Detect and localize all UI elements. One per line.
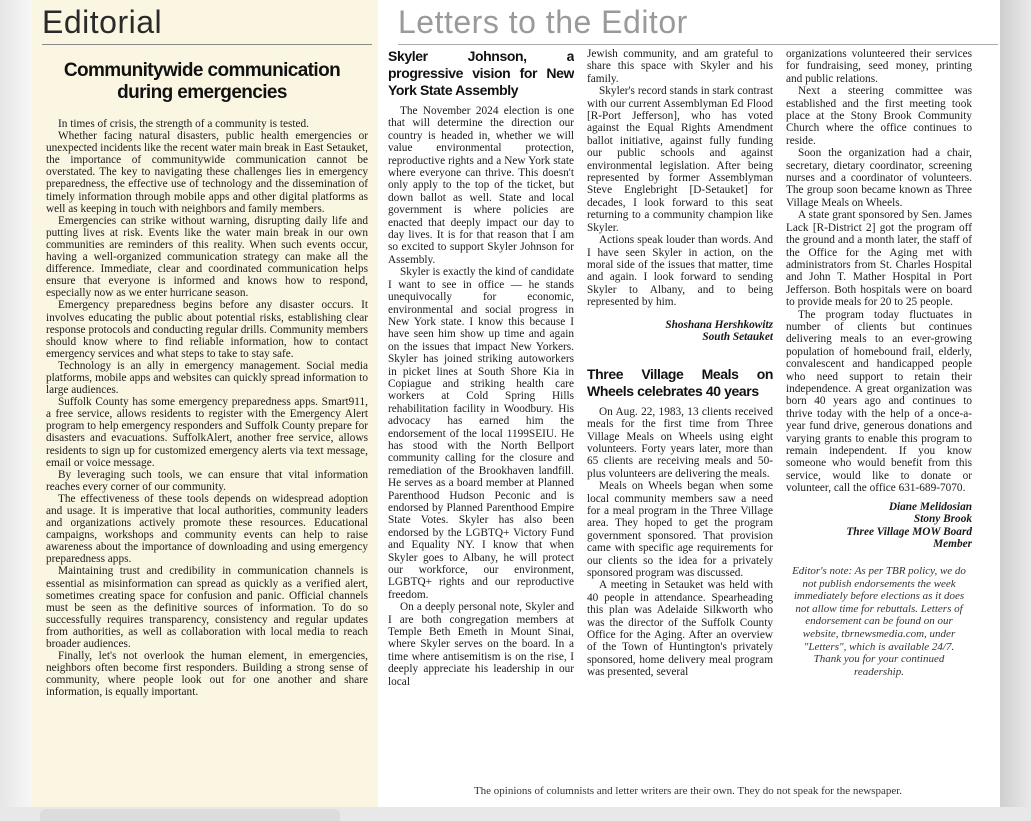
editors-note: Editor's note: As per TBR policy, we do not publish endorsements the week immediately before elections as it does not allow time for rebuttals. Letters of endorsement can be found on our website, tbrnewsmedia.com, under "Letters", which is available 24/7. Thank you for your continued readership. — [792, 565, 966, 678]
editorial-section-header: Editorial — [42, 4, 163, 40]
letter1-location: South Setauket — [702, 331, 773, 344]
editorial-body — [46, 118, 368, 699]
letter1-paragraph: The November 2024 election is one that will determine the direction our country is headed in, whether we will value environmental protection, reproductive rights and a New York state where everyone can thrive. This doesn't only apply to the top of the ticket, but down ballot as well. State and local government is where policies are enacted that deeply impact our day to day lives. It is for that reason that I am so excited to support Skyler Johnson for Assembly. — [388, 105, 574, 266]
letters-column-2 — [587, 48, 773, 783]
letter1-paragraph: Skyler's record stands in stark contrast with our current Assemblyman Ed Flood [R-Port Jefferson], who has voted against the Equal Rights Amendment ballot initiative, against fully funding our public schools and against environmental legislation. After being represented by former Assemblyman Steve Englebright [D-Setauket] for decades, I look forward to this seat returning to a community champion like Skyler. — [587, 85, 773, 234]
letters-column-3 — [786, 48, 972, 783]
letter1-headline: Skyler Johnson, a progressive vision for New York State Assembly — [388, 48, 574, 98]
editorial-paragraph: In times of crisis, the strength of a community is tested. — [58, 118, 309, 130]
letters-section-header: Letters to the Editor — [398, 4, 688, 40]
editorial-column — [32, 0, 378, 807]
editorial-paragraph: By leveraging such tools, we can ensure that vital information reaches every corner of our community. — [46, 468, 368, 493]
editorial-paragraph: Emergency preparedness begins before any disaster occurs. It involves educating the public about potential risks, establishing clear response protocols and conducting regular drills. Community members should know where to find reliable information, how to contact emergency services and what steps to take to stay safe. — [46, 299, 368, 360]
editorial-paragraph: Emergencies can strike without warning, disrupting daily life and putting lives at risk. Events like the water main break in our own communities are reminders of this reality. When such events occur, having a well-organized communication strategy can make all the difference. Immediate, clear and coordinated communication helps ensure that everyone is informed and knows how to respond, especially now as we enter hurricane season. — [46, 214, 368, 300]
letter1-paragraph: Skyler is exactly the kind of candidate I want to see in office — he stands unequivocally for economic, environmental and social progress in New York state. I know this because I have seen him show up time and again on the issues that impact New Yorkers. Skyler has joined striking autoworkers in picket lines at South Shore Kia in Copiague and striking health care workers at Cold Spring Hills rehabilitation facility in Woodbury. His advocacy has earned him the endorsement of the local 1199SEIU. He has stood with the North Bellport community calling for the closure and remediation of the Brookhaven landfill. He serves as a board member at Planned Parenthood Hudson Peconic and is endorsed by Planned Parenthood Empire State Votes. Skyler has also been endorsed by the LGBTQ+ Victory Fund and Equality NY. I know that when Skyler goes to Albany, he will protect our workforce, our environment, LGBTQ+ rights and our reproductive freedom. — [388, 266, 574, 601]
letter1-author: Shoshana Hershkowitz — [665, 318, 773, 331]
editorial-paragraph: The effectiveness of these tools depends on widespread adoption and usage. It is imperative that local authorities, community leaders and organizations actively promote these resources. Educational campaigns, workshops and community events can help to raise awareness about the importance of downloading and using emergency preparedness apps. — [46, 492, 368, 566]
letter2-paragraph: Soon the organization had a chair, secretary, dietary coordinator, screening nurses and a coordinator of volunteers. The group soon became known as Three Village Meals on Wheels. — [786, 147, 972, 209]
letter2-paragraph: On Aug. 22, 1983, 13 clients received meals for the first time from Three Village Meals on Wheels using eight volunteers. Forty years later, more than 65 clients are receiving meals and 50-plus volunteers are delivering the meals. — [587, 405, 773, 480]
editorial-paragraph: Whether facing natural disasters, public health emergencies or unexpected incidents like the recent water main break in East Setauket, the importance of communitywide communication cannot be overstated. The key to navigating these challenges lies in emergency preparedness, the effective use of technology and the dissemination of timely information through mobile apps and other digital platforms as well as keeping in touch with neighbors and family members. — [46, 130, 368, 215]
letter2-continued: organizations volunteered their services for fundraising, seed money, printing and public relations. — [786, 48, 972, 85]
letters-column-1 — [388, 48, 574, 783]
letter2-location: Stony Brook — [913, 513, 972, 526]
letters-header-rule — [398, 44, 998, 45]
letter2-paragraph: A state grant sponsored by Sen. James Lack [R-District 2] got the program off the ground and a month later, the staff of the Office for the Aging met with administrators from St. Charles Hospital and John T. Mather Hospital in Port Jefferson. Both hospitals were on board to provide meals for 20 to 25 people. — [786, 209, 972, 309]
page-footer-disclaimer: The opinions of columnists and letter writers are their own. They do not speak for the newspaper. — [473, 785, 903, 797]
editorial-paragraph: Technology is an ally in emergency management. Social media platforms, mobile apps and websites can quickly spread information to large audiences. — [46, 359, 368, 397]
letter2-paragraph: Meals on Wheels began when some local community members saw a need for a meal program in the Three Village area. They hoped to get the program government sponsored. That provision came with specific age requirements for our clients so the idea for a privately sponsored program was discussed. — [587, 480, 773, 579]
viewer-page-tab[interactable] — [40, 809, 340, 821]
letter1-paragraph: On a deeply personal note, Skyler and I are both congregation members at Temple Beth Emeth in Mount Sinai, where Skyler serves on the board. In a time where antisemitism is on the rise, I deeply appreciate his leadership in our local — [388, 601, 574, 688]
letter2-paragraph: The program today fluctuates in number of clients but continues delivering meals to an ever-growing population of homebound frail, elderly, convalescent and handicapped people who need support to retain their independence. A great organization was born 40 years ago and continues to thrive today with the help of a once-a-year fund drive, generous donations and varying grants to enable this program to remain independent. If you know someone who would benefit from this service, would like to donate or volunteer, call the office 631-689-7070. — [786, 308, 972, 495]
editorial-paragraph: Maintaining trust and credibility in communication channels is essential as misinformation can spread as quickly as a verified alert, sometimes creating space for confusion and panic. Official channels must be seen as the definitive sources of information. To do so successfully requires transparency, consistency and regular updates from authorities, as well as collaboration with local media to reach broader audiences. — [46, 565, 368, 651]
newspaper-page — [32, 0, 1000, 807]
editorial-headline: Communitywide communication during emergencies — [63, 60, 341, 103]
letter2-headline: Three Village Meals on Wheels celebrates 40 years — [587, 365, 773, 399]
letter2-role: Three Village MOW Board — [846, 525, 972, 538]
letter1-paragraph: Actions speak louder than words. And I have seen Skyler in action, on the moral side of the issues that matter, time and again. I look forward to sending Skyler to Albany, and to being represented by him. — [587, 234, 773, 309]
letter2-author: Diane Melidosian — [888, 500, 972, 513]
editorial-paragraph: Suffolk County has some emergency preparedness apps. Smart911, a free service, allows residents to register with the Emergency Alert program to help emergency responders and Suffolk County prepare for disasters and evacuations. SuffolkAlert, another free service, allows residents to sign up for customized emergency alerts via text message, email or voice message. — [46, 396, 368, 469]
letter2-role-cont: Member — [933, 538, 972, 551]
viewer-left-margin — [0, 0, 32, 821]
letter1-continued: Jewish community, and am grateful to share this space with Skyler and his family. — [587, 48, 773, 85]
editorial-header-rule — [42, 44, 372, 45]
letter2-paragraph: A meeting in Setauket was held with 40 people in attendance. Spearheading this plan was Adelaide Silkworth who was the director of the Suffolk County Office for the Aging. After an overview of the Town of Huntington's privately sponsored, home delivery meal program was presented, several — [587, 579, 773, 679]
letter2-paragraph: Next a steering committee was established and the first meeting took place at the Stony Brook Community Church where the office continues to reside. — [786, 85, 972, 147]
viewer-scrollbar[interactable] — [1000, 0, 1031, 821]
editorial-paragraph: Finally, let's not overlook the human element, in emergencies, neighbors often become first responders. Building a strong sense of community, where people look out for one another and share information, is equally important. — [46, 650, 368, 699]
